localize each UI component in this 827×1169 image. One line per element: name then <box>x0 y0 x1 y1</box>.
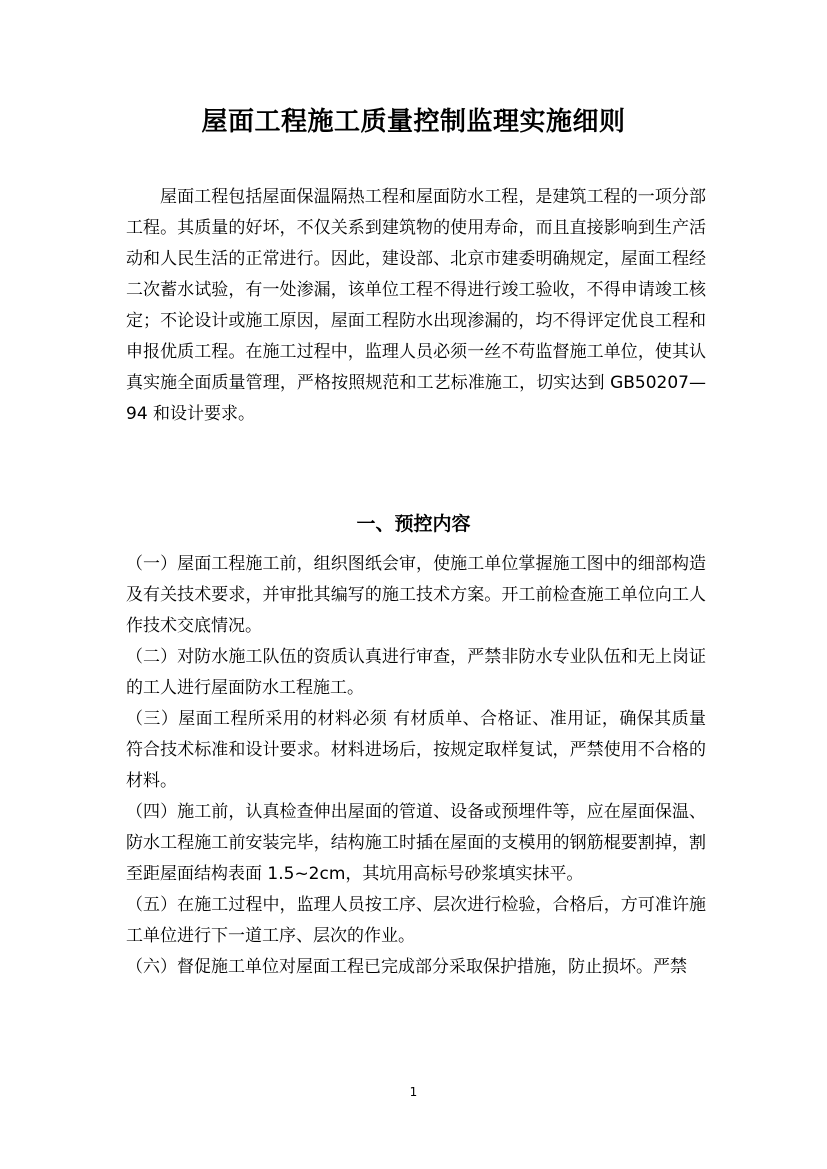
list-item-1: （一）屋面工程施工前，组织图纸会审，使施工单位掌握施工图中的细部构造及有关技术要求，并审批其编写的施工技术方案。开工前检查施工单位向工人作技术交底情况。 <box>126 554 706 636</box>
precontrol-items-list <box>126 549 706 983</box>
document-title: 屋面工程施工质量控制监理实施细则 <box>201 107 626 137</box>
page-number: 1 <box>409 1085 418 1099</box>
list-item-6: （六）督促施工单位对屋面工程已完成部分采取保护措施，防止损坏。严禁 <box>126 957 687 977</box>
list-item-2: （二）对防水施工队伍的资质认真进行审查，严禁非防水专业队伍和无上岗证的工人进行屋面防水工程施工。 <box>126 647 706 698</box>
intro-paragraph: 屋面工程包括屋面保温隔热工程和屋面防水工程，是建筑工程的一项分部工程。其质量的好坏，不仅关系到建筑物的使用寿命，而且直接影响到生产活动和人民生活的正常进行。因此，建设部、北京市建委明确规定，屋面工程经二次蓄水试验，有一处渗漏，该单位工程不得进行竣工验收，不得申请竣工核定；不论设计或施工原因，屋面工程防水出现渗漏的，均不得评定优良工程和申报优质工程。在施工过程中，监理人员必须一丝不苟监督施工单位，使其认真实施全面质量管理，严格按照规范和工艺标准施工，切实达到 GB50207—94 和设计要求。 <box>126 187 706 424</box>
list-item-3: （三）屋面工程所采用的材料必须 有材质单、合格证、准用证，确保其质量符合技术标准和设计要求。材料进场后，按规定取样复试，严禁使用不合格的材料。 <box>126 709 706 791</box>
list-item-5: （五）在施工过程中，监理人员按工序、层次进行检验，合格后，方可准许施工单位进行下一道工序、层次的作业。 <box>126 895 706 946</box>
list-item-4: （四）施工前，认真检查伸出屋面的管道、设备或预埋件等，应在屋面保温、防水工程施工前安装完毕，结构施工时插在屋面的支模用的钢筋棍要割掉，割至距屋面结构表面 1.5~2cm，其坑用高标号砂浆填实抹平。 <box>126 802 706 884</box>
section-heading-precontrol: 一、预控内容 <box>356 513 471 535</box>
